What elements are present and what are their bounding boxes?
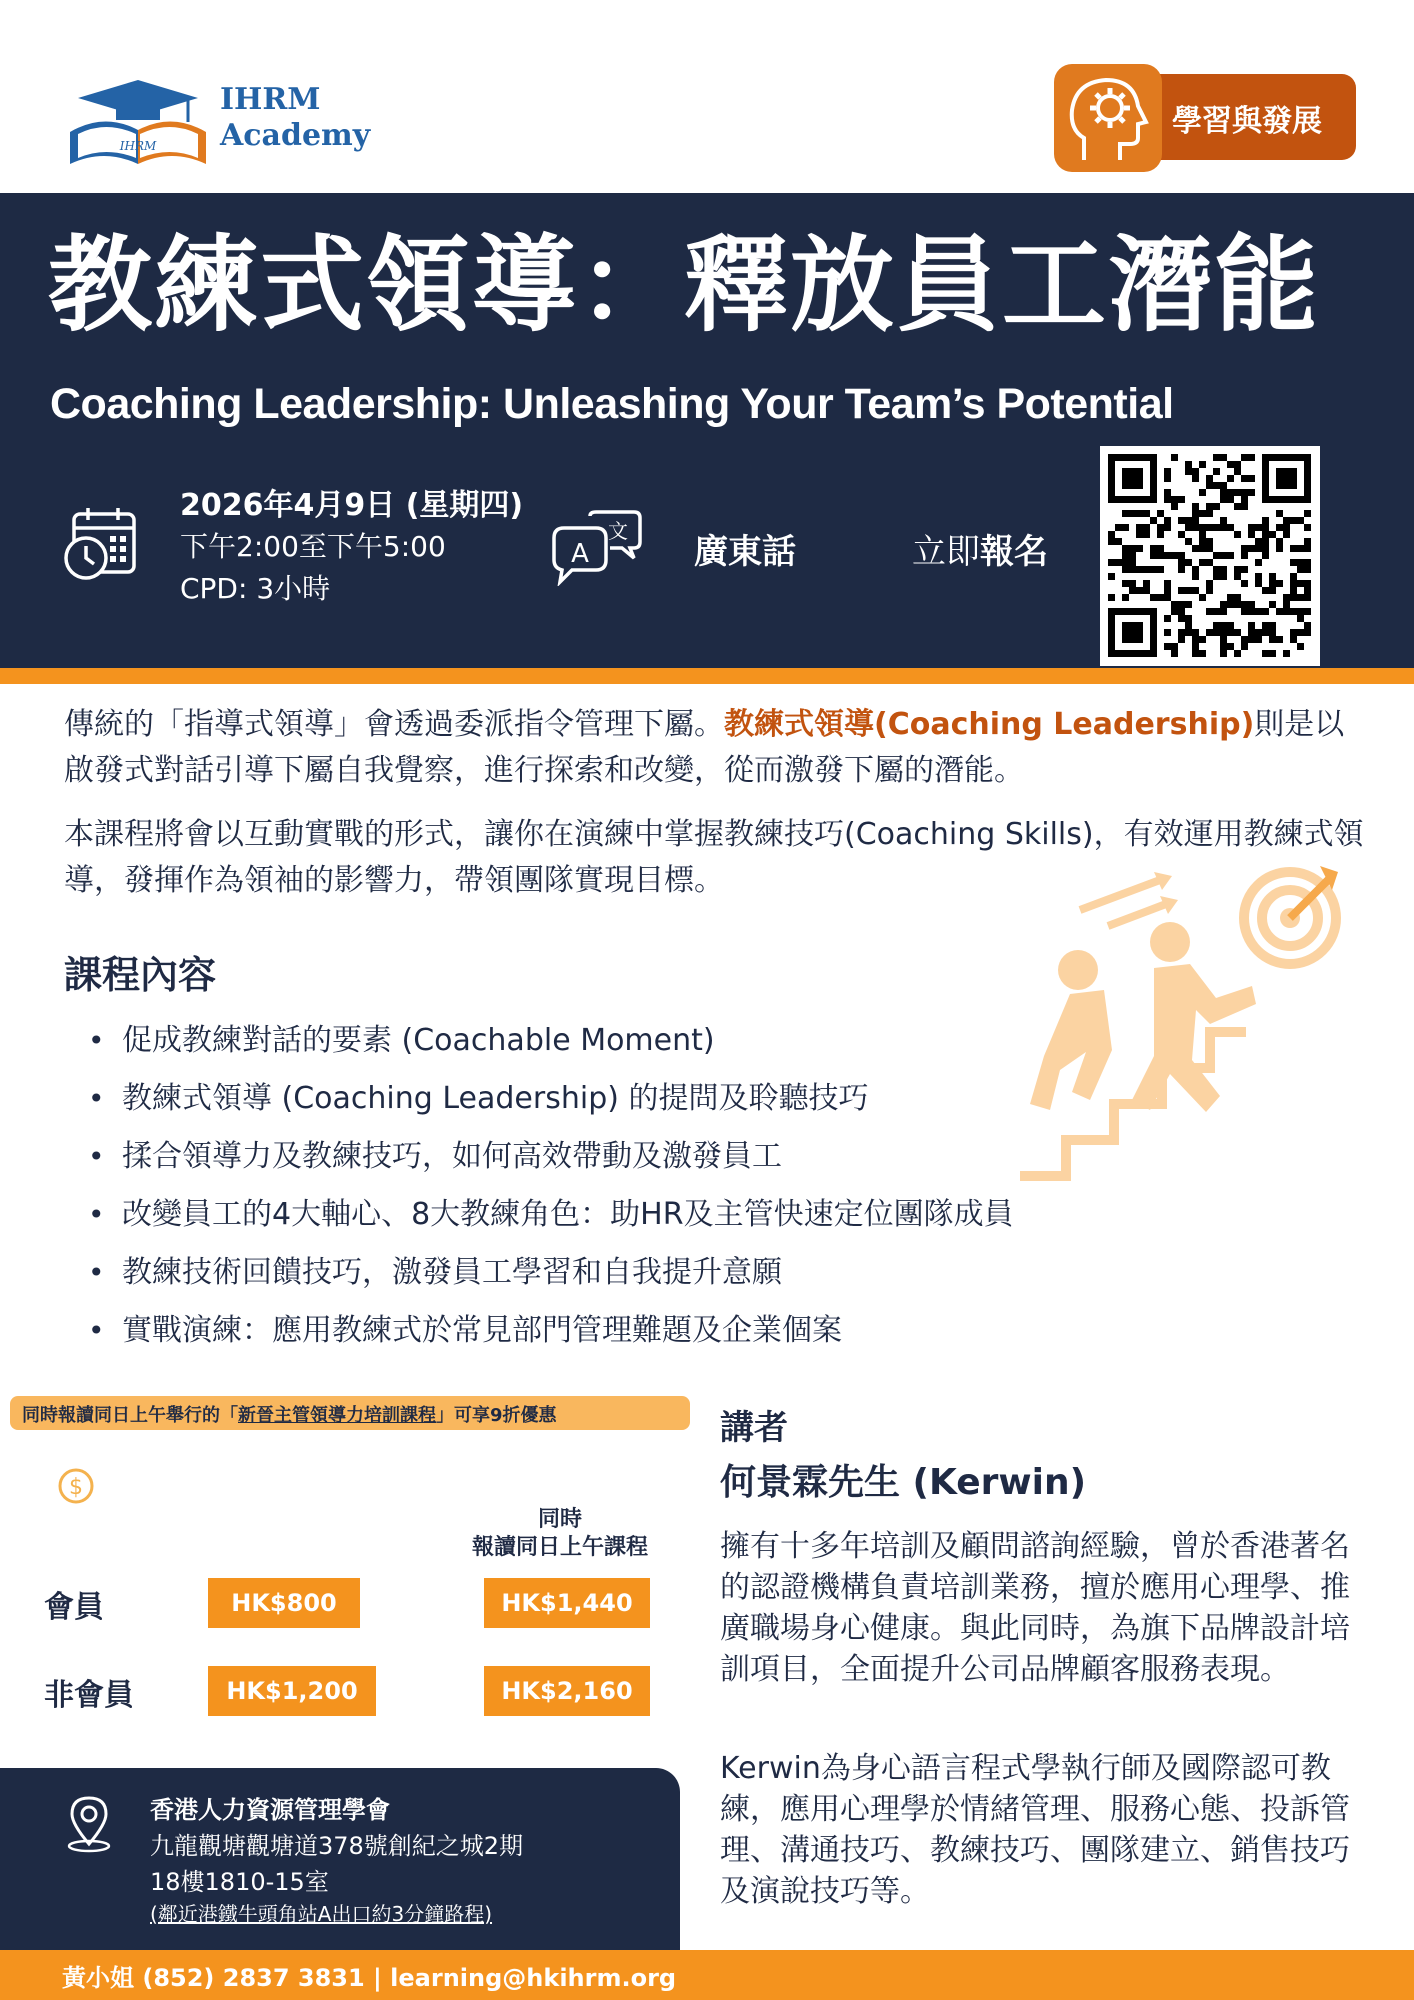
intro-p1-b: 則是以啟發式對話引導下屬自我覺察，進行探索和改變，從而激發下屬的潛能。 [64,707,1345,788]
discount-course-link[interactable]: 新晉主管領導力培訓課程 [238,1405,436,1426]
course-title-zh: 教練式領導：釋放員工潛能 [48,224,1321,346]
contact-info[interactable]: 黃小姐 (852) 2837 3831 | learning@hkihrm.org [62,1964,677,1992]
list-item: • 促成教練對話的要素 (Coachable Moment) [88,1012,1014,1070]
nonmember-price: HK$1,200 [208,1666,376,1716]
combo-head-line2: 報讀同日上午課程 [471,1535,648,1560]
svg-text:A: A [571,539,589,569]
course-title-en: Coaching Leadership: Unleashing Your Team’s Potential [50,380,1174,428]
course-language: 廣東話 [694,532,796,572]
svg-text:文: 文 [608,519,628,543]
venue-directions: (鄰近港鐵牛頭角站A出口約3分鐘路程) [150,1902,493,1926]
qr-code-icon [1100,446,1320,666]
nonmember-combo-price: HK$2,160 [484,1666,650,1716]
member-price: HK$800 [208,1578,360,1628]
course-content-title: 課程內容 [64,953,217,997]
svg-text:IHRM: IHRM [119,139,157,153]
combo-price-header [440,1506,680,1562]
location-pin-icon [64,1794,114,1854]
speaker-bio-2: Kerwin為身心語言程式學執行師及國際認可教練，應用心理學於情緒管理、服務心態、投訴管理、溝通技巧、教練技巧、團隊建立、銷售技巧及演說技巧等。 [720,1751,1350,1909]
nonmember-label: 非會員 [44,1678,134,1713]
logo-line2: Academy [220,118,371,153]
speaker-bio-1: 擁有十多年培訓及顧問諮詢經驗，曾於香港著名的認證機構負責培訓業務，擅於應用心理學、推廣職場身心健康。與此同時，為旗下品牌設計培訓項目，全面提升公司品牌顧客服務表現。 [720,1529,1350,1687]
list-item: • 改變員工的4大軸心、8大教練角色：助HR及主管快速定位團隊成員 [88,1186,1014,1244]
discount-b: 」可享9折優惠 [436,1405,557,1426]
svg-text:$: $ [69,1475,83,1500]
banner-divider [0,668,1414,684]
event-date: 2026年4月9日 (星期四) [180,488,524,523]
member-combo-price: HK$1,440 [484,1578,650,1628]
language-icon [550,510,644,586]
venue-address-line1: 九龍觀塘觀塘道378號創紀之城2期 [150,1832,524,1860]
combo-head-line1: 同時 [537,1507,582,1532]
list-item: • 教練技術回饋技巧，激發員工學習和自我提升意願 [88,1244,1014,1302]
logo-wordmark [220,82,370,154]
climbing-target-illustration-icon [1020,860,1350,1190]
register-bold: 報名 [980,532,1048,572]
intro-p1-a: 傳統的「指導式領導」會透過委派指令管理下屬。 [64,707,724,742]
calendar-clock-icon [60,506,138,584]
member-label: 會員 [44,1590,104,1625]
intro-highlight: 教練式領導(Coaching Leadership) [724,707,1255,742]
venue-organization: 香港人力資源管理學會 [150,1796,390,1824]
event-time: 下午2:00至下午5:00 [180,530,446,563]
dollar-icon [56,1466,96,1506]
speaker-name: 何景霖先生 (Kerwin) [720,1462,1087,1503]
head-gear-icon [1054,64,1162,172]
discount-a: 同時報讀同日上午舉行的「 [22,1405,238,1426]
intro-paragraph-1 [64,702,1364,794]
course-content-list [88,1012,1014,1360]
logo-line1: IHRM [220,82,321,117]
badge-label: 學習與發展 [1172,104,1322,139]
register-now[interactable] [912,524,1048,573]
speaker-label: 講者 [720,1408,788,1448]
list-item: • 實戰演練：應用教練式於常見部門管理難題及企業個案 [88,1302,1014,1360]
registration-qr-code[interactable] [1100,446,1320,666]
badge-icon-container [1054,64,1162,172]
cpd-hours: CPD: 3小時 [180,572,331,605]
intro-paragraph-2: 本課程將會以互動實戰的形式，讓你在演練中掌握教練技巧(Coaching Skills)，有效運用教練式領導，發揮作為領袖的影響力，帶領團隊實現目標。 [64,817,1364,898]
list-item: • 教練式領導 (Coaching Leadership) 的提問及聆聽技巧 [88,1070,1014,1128]
list-item: • 揉合領導力及教練技巧，如何高效帶動及激發員工 [88,1128,1014,1186]
discount-text [22,1401,557,1427]
venue-address-line2: 18樓1810-15室 [150,1868,329,1896]
register-prefix: 立即 [912,532,980,572]
